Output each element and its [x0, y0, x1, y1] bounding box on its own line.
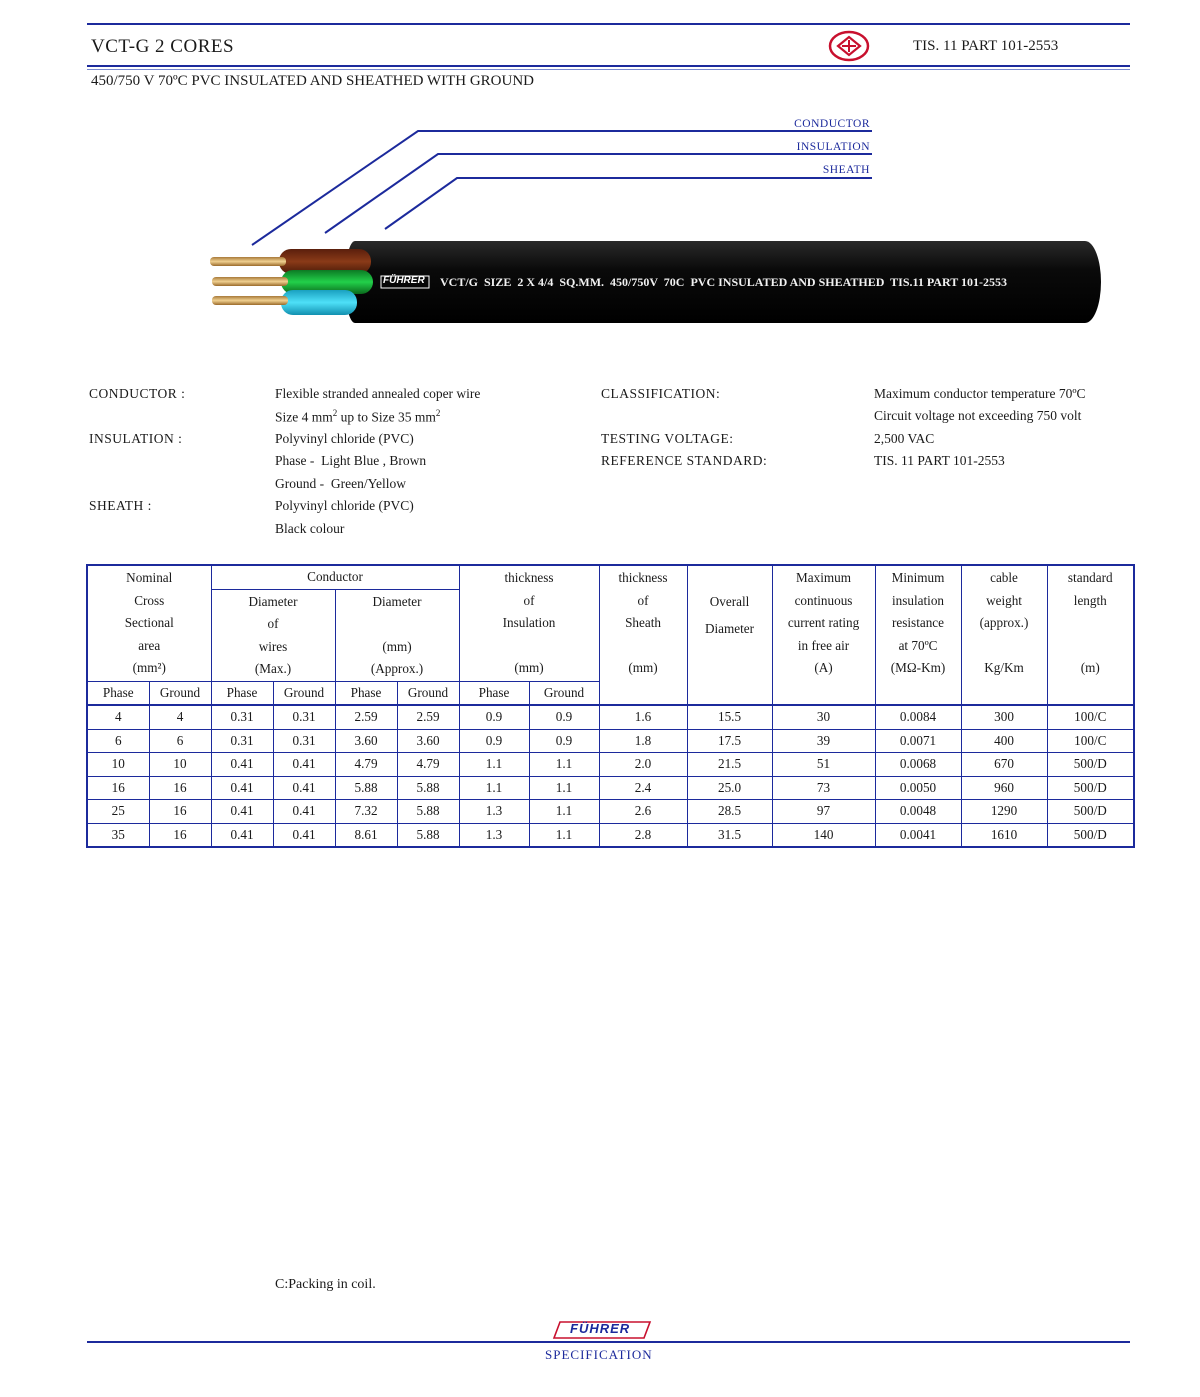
table-cell: 0.41: [211, 800, 273, 824]
header-ground: Ground: [397, 681, 459, 705]
table-cell: 2.59: [335, 705, 397, 729]
table-cell: 0.31: [211, 705, 273, 729]
table-cell: 0.41: [273, 776, 335, 800]
header-phase: Phase: [335, 681, 397, 705]
table-cell: 4.79: [335, 753, 397, 777]
table-cell: 3.60: [397, 729, 459, 753]
table-cell: 1.3: [459, 823, 529, 847]
table-cell: 10: [149, 753, 211, 777]
table-cell: 0.41: [273, 800, 335, 824]
insulation-line3: Ground - Green/Yellow: [275, 476, 406, 491]
header-text: Kg/Km: [984, 660, 1024, 675]
spec-table: [86, 564, 1135, 848]
table-cell: 0.41: [211, 776, 273, 800]
header-ground: Ground: [149, 681, 211, 705]
table-cell: 0.0068: [875, 753, 961, 777]
header-text: length: [1073, 592, 1107, 608]
table-row: [87, 823, 1134, 847]
callout-insulation: INSULATION: [796, 141, 870, 153]
table-cell: 16: [149, 800, 211, 824]
table-cell: 97: [772, 800, 875, 824]
header-text: weight: [986, 592, 1022, 608]
table-cell: 6: [87, 729, 149, 753]
header-thickness-sheath: [599, 565, 687, 705]
header-text: Nominal: [126, 570, 173, 585]
table-cell: 100/C: [1047, 705, 1134, 729]
cable-print-brand: FÜHRER: [383, 275, 425, 286]
header-phase: Phase: [211, 681, 273, 705]
header-diameter-wires: [211, 589, 335, 681]
table-cell: 2.0: [599, 753, 687, 777]
header-text: thickness: [618, 570, 668, 585]
header-cable-weight: [961, 565, 1047, 705]
reference-standard-label: REFERENCE STANDARD:: [601, 453, 768, 468]
table-cell: 960: [961, 776, 1047, 800]
header-text: Insulation: [502, 615, 556, 630]
top-rule: [87, 23, 1130, 25]
insulation-line1: Polyvinyl chloride (PVC): [275, 431, 414, 446]
header-text: current rating: [787, 615, 860, 630]
header-phase: Phase: [459, 681, 529, 705]
header-max-current: [772, 565, 875, 705]
table-body: [87, 705, 1134, 847]
header-overall-diameter: [687, 565, 772, 705]
table-cell: 1.1: [529, 800, 599, 824]
table-cell: 670: [961, 753, 1047, 777]
table-cell: 1290: [961, 800, 1047, 824]
table-cell: 500/D: [1047, 753, 1134, 777]
header-text: (mm): [514, 660, 544, 675]
sheath-label: SHEATH :: [89, 498, 152, 513]
brand-logo-text: FÜHRER: [570, 1321, 631, 1336]
header-text: Diameter: [704, 621, 755, 636]
table-row: [87, 729, 1134, 753]
header-nominal: [87, 565, 211, 681]
header-text: (Max.): [254, 661, 292, 676]
table-cell: 39: [772, 729, 875, 753]
table-cell: 0.31: [273, 729, 335, 753]
table-cell: 10: [87, 753, 149, 777]
header-text: (approx.): [979, 615, 1029, 630]
table-cell: 500/D: [1047, 823, 1134, 847]
table-cell: 5.88: [335, 776, 397, 800]
table-cell: 1.1: [529, 753, 599, 777]
table-cell: 1.1: [529, 823, 599, 847]
table-cell: 25: [87, 800, 149, 824]
header-text: standard: [1067, 570, 1113, 585]
table-cell: 140: [772, 823, 875, 847]
table-cell: 3.60: [335, 729, 397, 753]
header-ground: Ground: [273, 681, 335, 705]
table-cell: 30: [772, 705, 875, 729]
header-text: Minimum: [891, 570, 945, 585]
header-text: wires: [258, 638, 288, 654]
page-title: VCT-G 2 CORES: [91, 36, 235, 57]
header-text: insulation: [892, 592, 945, 608]
table-cell: 1.3: [459, 800, 529, 824]
table-cell: 0.9: [529, 729, 599, 753]
header-text: resistance: [892, 615, 945, 630]
page-subtitle: 450/750 V 70ºC PVC INSULATED AND SHEATHED WITH GROUND: [91, 73, 534, 89]
table-cell: 2.6: [599, 800, 687, 824]
table-cell: 16: [149, 823, 211, 847]
header-ground: Ground: [529, 681, 599, 705]
reference-standard-value: TIS. 11 PART 101-2553: [874, 453, 1005, 468]
table-cell: 500/D: [1047, 776, 1134, 800]
insulation-label: INSULATION :: [89, 431, 183, 446]
header-phase: Phase: [87, 681, 149, 705]
header-rule-2: [87, 69, 1130, 70]
table-cell: 4: [149, 705, 211, 729]
cable-diagram: [0, 110, 1200, 350]
insulation-line2: Phase - Light Blue , Brown: [275, 453, 427, 468]
conductor-label: CONDUCTOR :: [89, 386, 186, 401]
header-text: of: [637, 592, 649, 608]
table-cell: 100/C: [1047, 729, 1134, 753]
table-cell: 16: [87, 776, 149, 800]
header-thickness-insulation: [459, 565, 599, 681]
table-cell: 8.61: [335, 823, 397, 847]
header-text: (m): [1080, 660, 1100, 675]
header-text: (MΩ-Km): [890, 660, 946, 675]
header-text: [336, 613, 459, 636]
header-rule-1: [87, 65, 1130, 67]
cable-print-text: VCT/G SIZE 2 X 4/4 SQ.MM. 450/750V 70C PVC INSULATED AND SHEATHED TIS.11 PART 101-2553: [440, 275, 1007, 289]
table-cell: 6: [149, 729, 211, 753]
header-text: [460, 635, 599, 658]
table-cell: 73: [772, 776, 875, 800]
superscript: 2: [435, 408, 441, 418]
table-cell: 7.32: [335, 800, 397, 824]
header-diameter-mm: [335, 589, 459, 681]
table-cell: 17.5: [687, 729, 772, 753]
header-text: [600, 635, 687, 658]
table-cell: 16: [149, 776, 211, 800]
table-cell: 0.9: [529, 705, 599, 729]
table-cell: 0.9: [459, 705, 529, 729]
table-cell: 0.41: [211, 753, 273, 777]
table-cell: 0.0041: [875, 823, 961, 847]
table-cell: 0.0050: [875, 776, 961, 800]
table-cell: 1.1: [459, 776, 529, 800]
table-row: [87, 800, 1134, 824]
header-row-1: [87, 565, 1134, 589]
table-cell: 300: [961, 705, 1047, 729]
table-cell: 5.88: [397, 800, 459, 824]
header-text: Sheath: [625, 615, 661, 630]
table-cell: 2.8: [599, 823, 687, 847]
table-cell: 0.0048: [875, 800, 961, 824]
table-cell: 0.31: [211, 729, 273, 753]
header-text: of: [267, 616, 279, 631]
table-cell: 1.6: [599, 705, 687, 729]
table-cell: 1.8: [599, 729, 687, 753]
table-cell: 2.4: [599, 776, 687, 800]
header-text: at 70ºC: [898, 637, 938, 653]
header-text: [1048, 635, 1134, 658]
header-text: (mm): [382, 638, 412, 654]
standard-number: TIS. 11 PART 101-2553: [913, 38, 1059, 54]
table-cell: 1.1: [459, 753, 529, 777]
table-cell: 51: [772, 753, 875, 777]
table-cell: 31.5: [687, 823, 772, 847]
callout-sheath: SHEATH: [822, 164, 870, 176]
table-cell: 4.79: [397, 753, 459, 777]
conductor-line2: [275, 408, 440, 426]
footer-rule: [87, 1341, 1130, 1343]
testing-voltage-value: 2,500 VAC: [874, 431, 935, 446]
header-text: Overall: [709, 594, 750, 609]
table-row: [87, 753, 1134, 777]
header-text: [1048, 612, 1134, 635]
table-cell: 0.0084: [875, 705, 961, 729]
table-cell: 15.5: [687, 705, 772, 729]
table-cell: 500/D: [1047, 800, 1134, 824]
header-text: (A): [814, 660, 833, 675]
table-cell: 25.0: [687, 776, 772, 800]
header-text: in free air: [797, 637, 850, 653]
conductor-size-from: Size 4 mm: [275, 409, 333, 425]
table-cell: 400: [961, 729, 1047, 753]
table-cell: 2.59: [397, 705, 459, 729]
table-cell: 1610: [961, 823, 1047, 847]
header-text: Diameter: [248, 593, 298, 609]
header-text: (Approx.): [370, 661, 424, 676]
header-text: Maximum: [796, 570, 851, 585]
header-text: of: [523, 592, 535, 608]
table-cell: 0.41: [273, 823, 335, 847]
header-text: Cross: [134, 592, 165, 608]
header-text: cable: [990, 570, 1018, 585]
header-min-insulation: [875, 565, 961, 705]
header-text: (mm²): [132, 660, 166, 675]
table-cell: 21.5: [687, 753, 772, 777]
table-cell: 1.1: [529, 776, 599, 800]
header-text: thickness: [504, 570, 554, 585]
header-text: (mm): [628, 660, 658, 675]
table-cell: 0.9: [459, 729, 529, 753]
table-cell: 0.0071: [875, 729, 961, 753]
table-cell: 4: [87, 705, 149, 729]
table-cell: 0.31: [273, 705, 335, 729]
header-text: continuous: [794, 592, 853, 608]
header-text: Diameter: [372, 593, 422, 609]
header-text: Sectional: [124, 615, 174, 630]
classification-label: CLASSIFICATION:: [601, 386, 721, 401]
table-cell: 0.41: [273, 753, 335, 777]
superscript: 2: [332, 408, 338, 418]
table-cell: 5.88: [397, 823, 459, 847]
table-row: [87, 776, 1134, 800]
header-text: [962, 635, 1047, 658]
footer-label: SPECIFICATION: [545, 1347, 653, 1362]
conductor-line1: Flexible stranded annealed coper wire: [275, 386, 481, 401]
table-cell: 0.41: [211, 823, 273, 847]
header-standard-length: [1047, 565, 1134, 705]
table-cell: 5.88: [397, 776, 459, 800]
table-cell: 35: [87, 823, 149, 847]
header-text: area: [138, 637, 161, 653]
testing-voltage-label: TESTING VOLTAGE:: [601, 431, 734, 446]
callout-conductor: CONDUCTOR: [794, 118, 870, 130]
table-row: [87, 705, 1134, 729]
conductor-size-to: up to Size 35 mm: [337, 409, 436, 425]
tis-logo-icon: [828, 30, 870, 67]
classification-line1: Maximum conductor temperature 70ºC: [874, 386, 1086, 401]
table-cell: 28.5: [687, 800, 772, 824]
header-conductor: Conductor: [211, 565, 459, 589]
classification-line2: Circuit voltage not exceeding 750 volt: [874, 408, 1082, 423]
sheath-line2: Black colour: [275, 521, 345, 536]
packing-note: C:Packing in coil.: [275, 1277, 376, 1292]
sheath-line1: Polyvinyl chloride (PVC): [275, 498, 414, 513]
cable-illustration: [0, 110, 1200, 350]
